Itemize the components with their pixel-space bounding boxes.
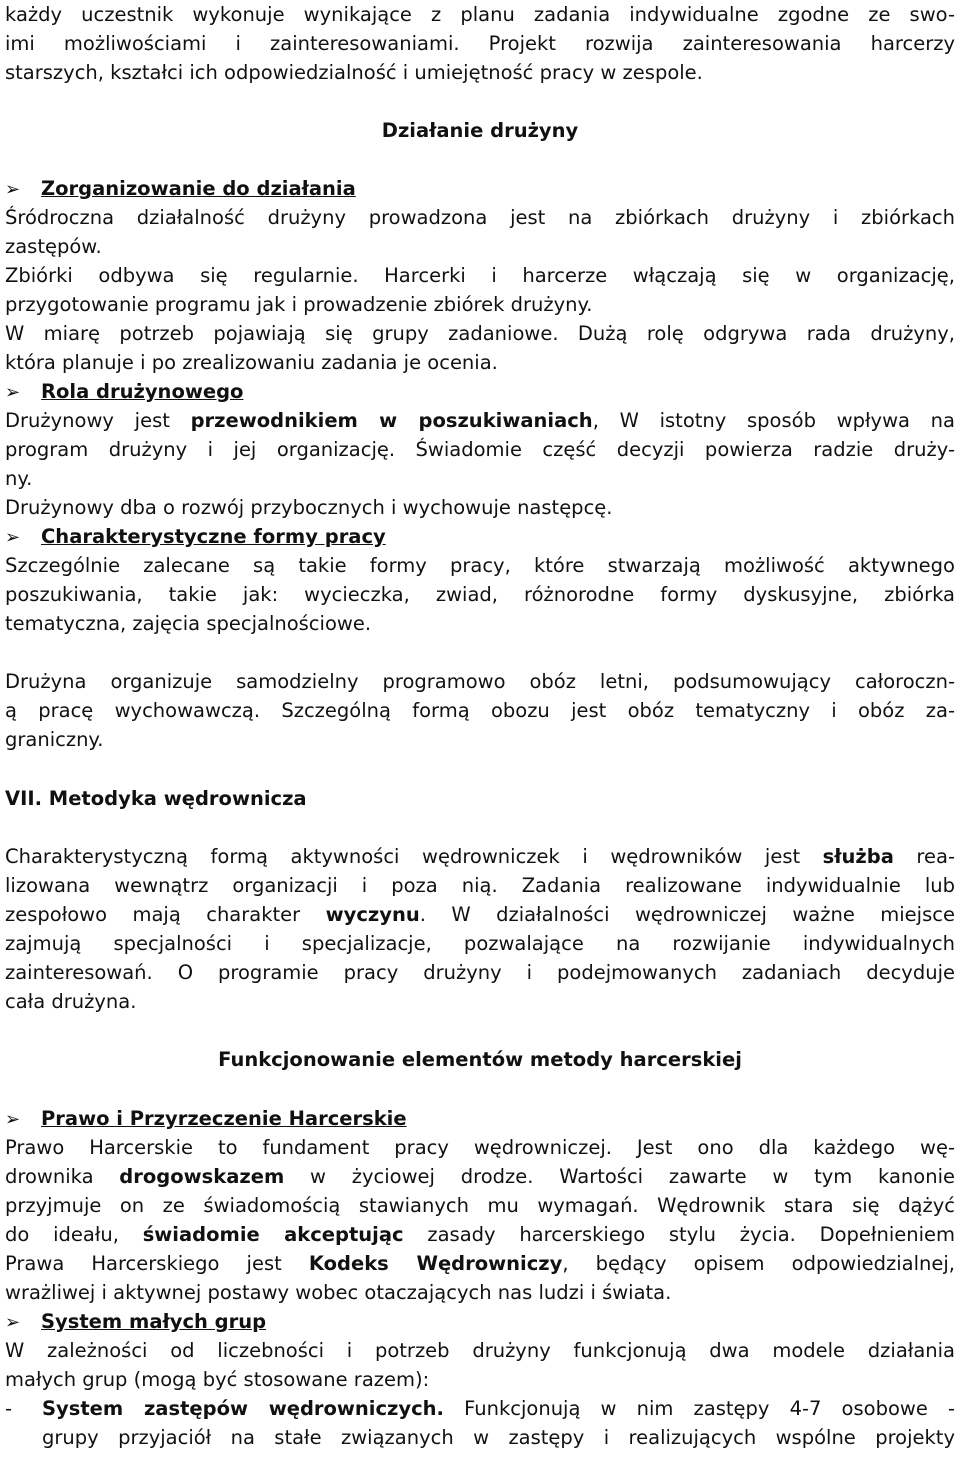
text-line [5,58,955,87]
text-line [5,1394,955,1423]
text: Szczególnie zalecane są takie formy pracy, które stwarzają możliwość aktywnego [5,554,955,577]
text-line [5,348,955,377]
text-line [5,987,955,1016]
section-heading [5,174,955,204]
text: ą pracę wychowawczą. Szczególną formą obozu jest obóz tematyczny i obóz za- [5,699,955,722]
bold-text: drogowskazem [119,1165,285,1188]
text: drownika [5,1165,120,1188]
arrow-bullet-icon: ➢ [5,382,21,403]
text-line [5,232,955,261]
text: wrażliwej i aktywnej postawy wobec otaczających nas ludzi i świata. [5,1281,672,1304]
text-line [5,1220,955,1249]
text-line [5,406,955,435]
text: Funkcjonują w nim zastępy 4-7 osobowe - [443,1397,955,1420]
text-line [5,784,955,813]
arrow-bullet-icon: ➢ [5,527,21,548]
text-line [5,1365,955,1394]
text-line [5,1191,955,1220]
text-line [5,1249,955,1278]
text: starszych, kształci ich odpowiedzialność i umiejętność pracy w zespole. [5,61,703,84]
text: przyjmuje on ze świadomością stawianych mu wymagań. Wędrownik stara się dążyć [5,1194,955,1217]
text: lizowana wewnątrz organizacji i poza nią. Zadania realizowane indywidualnie lub [5,874,955,897]
section-heading [5,1104,955,1134]
text-line [5,1133,955,1162]
arrow-bullet-icon: ➢ [5,179,21,200]
section-title: Rola drużynowego [41,380,244,403]
text-line [5,435,955,464]
text-line [5,203,955,232]
text: grupy przyjaciół na stałe związanych w zastępy i realizujących wspólne projekty [42,1426,955,1449]
text-line [5,958,955,987]
section-title: Prawo i Przyrzeczenie Harcerskie [41,1107,407,1130]
text: zastępów. [5,235,102,258]
bold-text: służba [822,845,894,868]
text: każdy uczestnik wykonuje wynikające z planu zadania indywidualne zgodne ze swo- [5,3,955,26]
text: do ideału, [5,1223,143,1246]
text-line [5,871,955,900]
bold-text: Funkcjonowanie elementów metody harcerskiej [218,1048,742,1071]
text: Charakterystyczną formą aktywności wędrowniczek i wędrowników jest [5,845,823,868]
bold-text: VII. Metodyka wędrownicza [5,787,307,810]
section-title: Charakterystyczne formy pracy [41,525,386,548]
text: cała drużyna. [5,990,137,1013]
heading [0,116,960,145]
text: Prawo Harcerskie to fundament pracy wędrowniczej. Jest ono dla każdego wę- [5,1136,955,1159]
text: zespołowo mają charakter [5,903,326,926]
text: , będący opisem odpowiedzialnej, [562,1252,955,1275]
text: Drużynowy dba o rozwój przybocznych i wychowuje następcę. [5,496,613,519]
text: rea- [893,845,955,868]
text: W miarę potrzeb pojawiają się grupy zadaniowe. Dużą rolę odgrywa rada drużyny, [5,322,955,345]
text-line [5,667,955,696]
text-line [5,29,955,58]
text: ny. [5,467,33,490]
text-line [5,842,955,871]
text: zainteresowań. O programie pracy drużyny i podejmowanych zadaniach decyduje [5,961,955,984]
text-line [5,580,955,609]
text: graniczny. [5,728,104,751]
text: Śródroczna działalność drużyny prowadzona jest na zbiórkach drużyny i zbiórkach [5,206,955,229]
text: , W istotny sposób wpływa na [592,409,955,432]
text-line [5,493,955,522]
section-heading [5,1307,955,1337]
text: program drużyny i jej organizację. Świadomie część decyzji powierza radzie druży- [5,438,955,461]
text-line [5,290,955,319]
text: W zależności od liczebności i potrzeb drużyny funkcjonują dwa modele działania [5,1339,955,1362]
text-line [5,1162,955,1191]
heading [0,1045,960,1074]
text-line [5,696,955,725]
text-line [5,725,955,754]
text: zajmują specjalności i specjalizacje, pozwalające na rozwijanie indywidualnych [5,932,955,955]
text-line [5,261,955,290]
text: małych grup (mogą być stosowane razem): [5,1368,430,1391]
text: imi możliwościami i zainteresowaniami. Projekt rozwija zainteresowania harcerzy [5,32,955,55]
text: Zbiórki odbywa się regularnie. Harcerki i harcerze włączają się w organizację, [5,264,955,287]
text-line [5,900,955,929]
section-heading [5,522,955,552]
arrow-bullet-icon: ➢ [5,1312,21,1333]
text: w życiowej drodze. Wartości zawarte w tym kanonie [284,1165,955,1188]
text-line [5,609,955,638]
text: tematyczna, zajęcia specjalnościowe. [5,612,372,635]
text: . W działalności wędrowniczej ważne miejsce [419,903,955,926]
text-line [5,0,955,29]
text-line [5,929,955,958]
section-title: Zorganizowanie do działania [41,177,356,200]
bold-text: Kodeks Wędrowniczy [308,1252,563,1275]
text-line [5,319,955,348]
text: Prawa Harcerskiego jest [5,1252,309,1275]
bold-text: System zastępów wędrowniczych. [42,1397,444,1420]
bold-text: przewodnikiem w poszukiwaniach [190,409,593,432]
bold-text: wyczynu [325,903,420,926]
text-line [5,1336,955,1365]
bold-text: Działanie drużyny [381,119,579,142]
text: przygotowanie programu jak i prowadzenie zbiórek drużyny. [5,293,593,316]
text: Drużyna organizuje samodzielny programowo obóz letni, podsumowujący całoroczn- [5,670,955,693]
text: zasady harcerskiego stylu życia. Dopełnieniem [403,1223,956,1246]
text: Drużynowy jest [5,409,191,432]
section-heading [5,377,955,407]
text-line [5,464,955,493]
bold-text: świadomie akceptując [142,1223,404,1246]
text: poszukiwania, takie jak: wycieczka, zwiad, różnorodne formy dyskusyjne, zbiórka [5,583,955,606]
section-title: System małych grup [41,1310,267,1333]
list-dash: - [5,1397,13,1420]
text-line [42,1423,955,1452]
arrow-bullet-icon: ➢ [5,1109,21,1130]
text-line [5,1278,955,1307]
text-line [5,551,955,580]
text: która planuje i po zrealizowaniu zadania je ocenia. [5,351,498,374]
